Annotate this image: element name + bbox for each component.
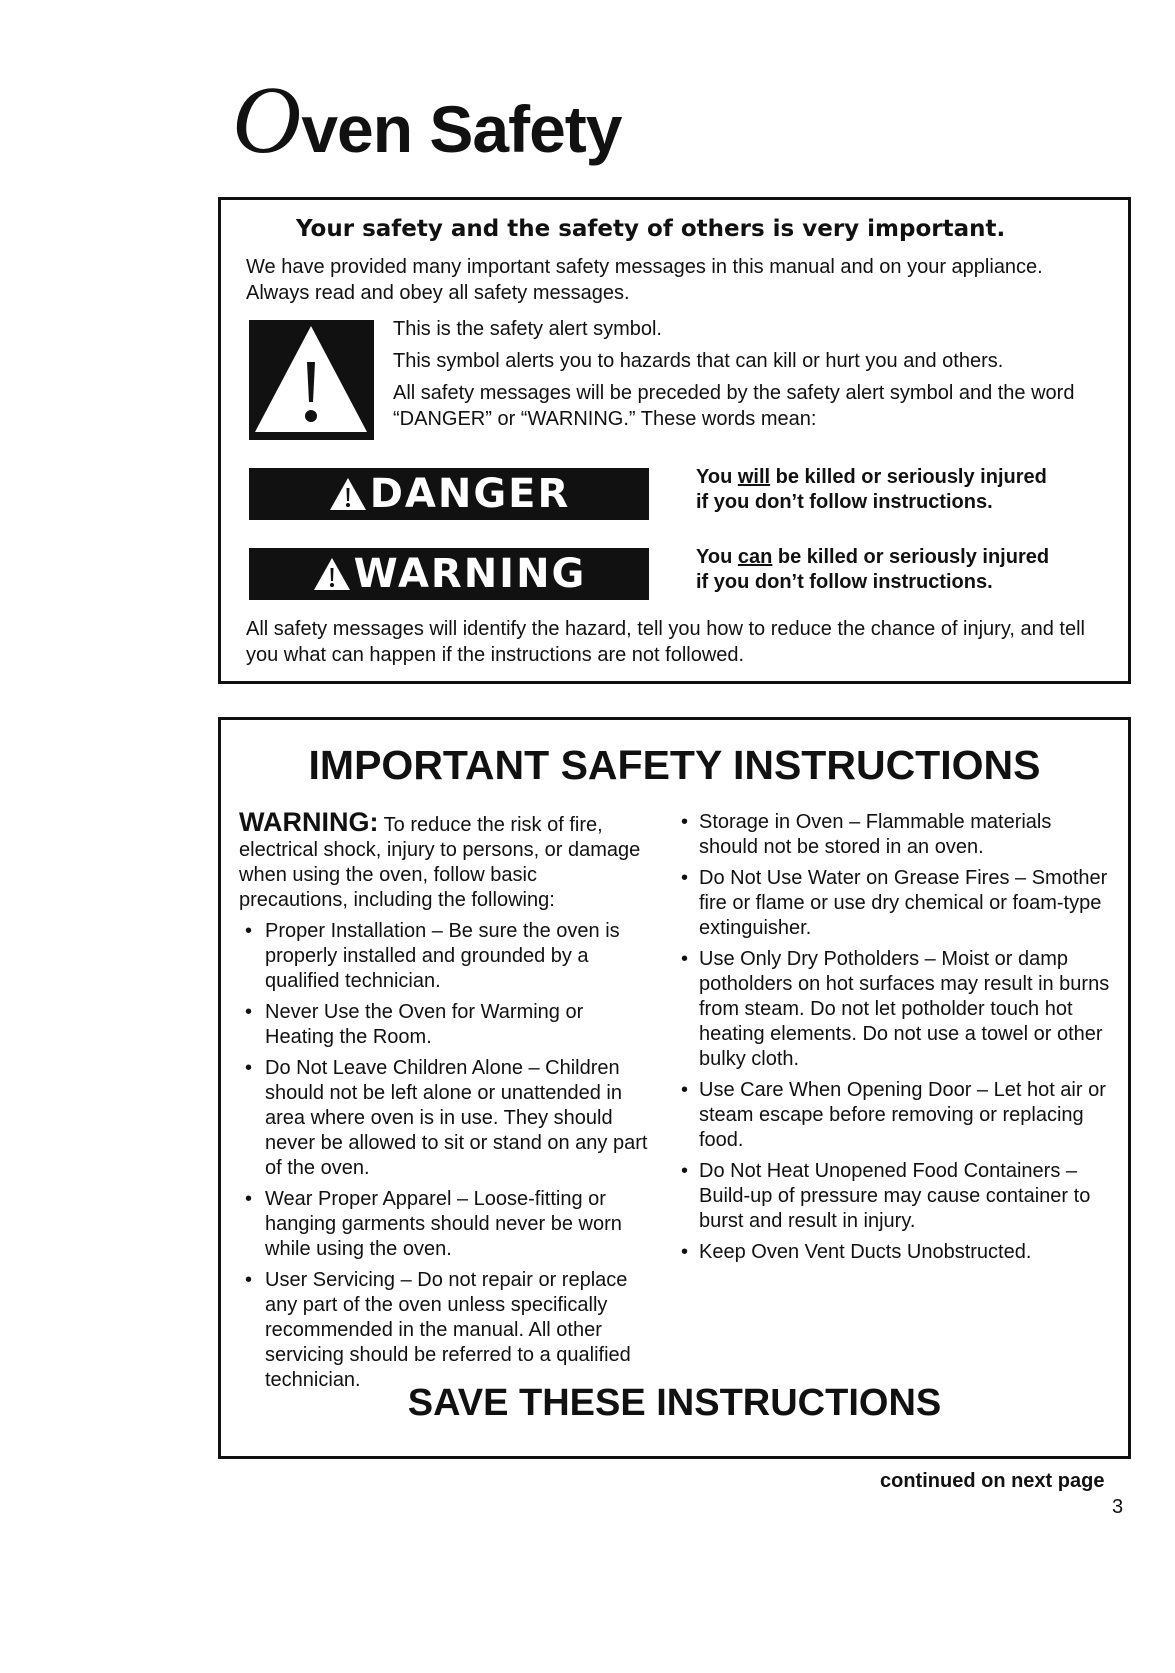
list-item-text: Wear Proper Apparel – Loose-fitting or hanging garments should never be worn while using the oven. bbox=[265, 1188, 622, 1260]
def-text: be killed or seriously injured bbox=[772, 546, 1050, 568]
danger-label: DANGER bbox=[369, 471, 571, 517]
safety-alert-icon bbox=[249, 320, 374, 440]
warning-banner bbox=[249, 548, 649, 600]
def-text: You bbox=[696, 466, 738, 488]
danger-banner bbox=[249, 468, 649, 520]
warning-paragraph bbox=[239, 807, 649, 913]
alert-line: This is the safety alert symbol. bbox=[393, 318, 662, 340]
list-item-text: Proper Installation – Be sure the oven is properly installed and grounded by a qualified technician. bbox=[265, 920, 620, 992]
instructions-right-column bbox=[681, 810, 1111, 1271]
def-text: You bbox=[696, 546, 738, 568]
instructions-title: IMPORTANT SAFETY INSTRUCTIONS bbox=[308, 742, 1041, 788]
warning-definition bbox=[696, 545, 1049, 595]
outro-text: All safety messages will identify the hazard, tell you how to reduce the chance of injury, and tell you what can happen if the instructions are not followed. bbox=[246, 618, 1085, 666]
def-emphasis: will bbox=[737, 466, 771, 488]
safety-intro-box bbox=[218, 197, 1131, 684]
danger-definition bbox=[696, 465, 1047, 515]
list-item-text: Keep Oven Vent Ducts Unobstructed. bbox=[699, 1241, 1032, 1263]
list-item: • User Servicing – Do not repair or replace any part of the oven unless specifically recommended in the manual. All other servicing should be referred to a qualified technician. bbox=[245, 1269, 631, 1391]
page-title bbox=[232, 66, 622, 173]
list-item-text: User Servicing – Do not repair or replace any part of the oven unless specifically recommended in the manual. All other servicing should be referred to a qualified technician. bbox=[265, 1269, 631, 1391]
instructions-left-column bbox=[239, 807, 649, 1399]
page-number: 3 bbox=[1112, 1496, 1124, 1518]
title-rest: ven Safety bbox=[301, 92, 622, 166]
list-item-text: Never Use the Oven for Warming or Heating the Room. bbox=[265, 1001, 584, 1048]
warning-lead: WARNING: bbox=[239, 807, 379, 837]
def-text: if you don’t follow instructions. bbox=[696, 571, 993, 593]
list-item: • Do Not Use Water on Grease Fires – Smother fire or flame or use dry chemical or foam-type extinguisher. bbox=[681, 867, 1108, 939]
safety-instructions-box bbox=[218, 717, 1131, 1459]
intro-heading: Your safety and the safety of others is very important. bbox=[296, 216, 1006, 242]
list-item-text: Do Not Heat Unopened Food Containers – Build-up of pressure may cause container to burst and result in injury. bbox=[699, 1160, 1091, 1232]
def-emphasis: can bbox=[737, 546, 773, 568]
save-instructions-heading: SAVE THESE INSTRUCTIONS bbox=[407, 1382, 942, 1424]
list-item-text: Use Only Dry Potholders – Moist or damp potholders on hot surfaces may result in burns from steam. Do not let potholder touch hot heating elements. Do not use a towel or other bulky cloth. bbox=[699, 948, 1110, 1070]
alert-explanation bbox=[393, 316, 1113, 438]
list-item-text: Do Not Leave Children Alone – Children should not be left alone or unattended in area where oven is in use. They should never be allowed to sit or stand on any part of the oven. bbox=[265, 1057, 648, 1179]
warning-label: WARNING bbox=[353, 551, 587, 597]
list-item: • Keep Oven Vent Ducts Unobstructed. bbox=[681, 1241, 1032, 1263]
list-item-text: Use Care When Opening Door – Let hot air or steam escape before removing or replacing food. bbox=[699, 1079, 1106, 1151]
list-item: • Use Only Dry Potholders – Moist or damp potholders on hot surfaces may result in burns from steam. Do not let potholder touch hot heating elements. Do not use a towel or other bulky cloth. bbox=[681, 948, 1110, 1070]
list-item: • Do Not Leave Children Alone – Children should not be left alone or unattended in area where oven is in use. They should never be allowed to sit or stand on any part of the oven. bbox=[245, 1057, 648, 1179]
list-item-text: Do Not Use Water on Grease Fires – Smother fire or flame or use dry chemical or foam-type extinguisher. bbox=[699, 867, 1108, 939]
title-initial: O bbox=[232, 66, 302, 173]
alert-line: This symbol alerts you to hazards that can kill or hurt you and others. bbox=[393, 350, 1004, 372]
list-item-text: Storage in Oven – Flammable materials should not be stored in an oven. bbox=[699, 811, 1052, 858]
def-text: if you don’t follow instructions. bbox=[696, 491, 993, 513]
alert-line: All safety messages will be preceded by the safety alert symbol and the word “DANGER” or “WARNING.” These words mean: bbox=[393, 382, 1075, 430]
intro-text: We have provided many important safety messages in this manual and on your appliance. Always read and obey all safety messages. bbox=[246, 256, 1043, 304]
list-item: • Proper Installation – Be sure the oven is properly installed and grounded by a qualified technician. bbox=[245, 920, 620, 992]
list-item: • Use Care When Opening Door – Let hot air or steam escape before removing or replacing food. bbox=[681, 1079, 1106, 1151]
list-item: • Do Not Heat Unopened Food Containers – Build-up of pressure may cause container to burst and result in injury. bbox=[681, 1160, 1091, 1232]
list-item: • Never Use the Oven for Warming or Heating the Room. bbox=[245, 1001, 584, 1048]
list-item: • Wear Proper Apparel – Loose-fitting or hanging garments should never be worn while using the oven. bbox=[245, 1188, 622, 1260]
def-text: be killed or seriously injured bbox=[770, 466, 1047, 488]
alert-triangle-icon bbox=[328, 476, 368, 512]
continued-note: continued on next page bbox=[880, 1470, 1105, 1492]
list-item: • Storage in Oven – Flammable materials should not be stored in an oven. bbox=[681, 811, 1052, 858]
alert-triangle-icon bbox=[312, 556, 352, 592]
warning-text: To reduce the risk of fire, electrical shock, injury to persons, or damage when using the oven, follow basic precautions, including the following: bbox=[239, 814, 641, 911]
